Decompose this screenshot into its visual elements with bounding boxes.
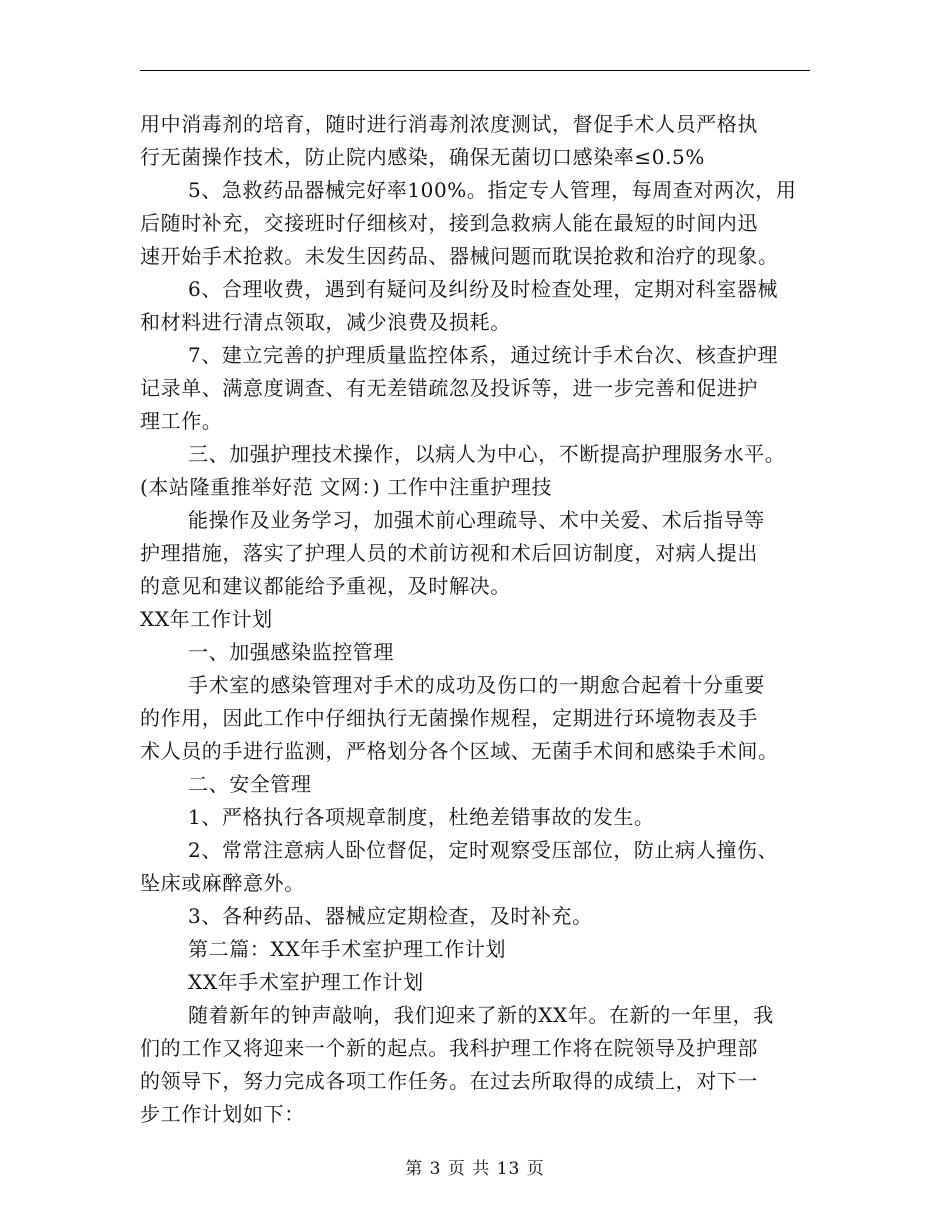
- body-line: 术人员的手进行监测，严格划分各个区域、无菌手术间和感染手术间。: [140, 739, 779, 763]
- header-rule: [140, 70, 810, 71]
- body-line: 1、严格执行各项规章制度，杜绝差错事故的发生。: [188, 805, 655, 829]
- subsection-heading: 二、安全管理: [188, 772, 312, 796]
- body-line: 行无菌操作技术，防止院内感染，确保无菌切口感染率≤0.5%: [140, 145, 705, 169]
- body-line: 能操作及业务学习，加强术前心理疏导、术中关爱、术后指导等: [188, 508, 765, 532]
- body-line: (本站隆重推举好范 文网：) 工作中注重护理技: [140, 475, 553, 499]
- body-line: 坠床或麻醉意外。: [140, 871, 305, 895]
- body-line: 手术室的感染管理对手术的成功及伤口的一期愈合起着十分重要: [188, 673, 765, 697]
- body-line: 用中消毒剂的培育，随时进行消毒剂浓度测试，督促手术人员严格执: [140, 112, 758, 136]
- body-line: 随着新年的钟声敲响，我们迎来了新的XX年。在新的一年里，我: [188, 1003, 774, 1027]
- body-line: 记录单、满意度调查、有无差错疏忽及投诉等，进一步完善和促进护: [140, 376, 758, 400]
- body-line: 和材料进行清点领取，减少浪费及损耗。: [140, 310, 511, 334]
- body-line: 步工作计划如下：: [140, 1102, 305, 1126]
- body-line: 5、急救药品器械完好率100%。指定专人管理，每周查对两次，用: [188, 178, 797, 202]
- page-number-footer: 第 3 页 共 13 页: [405, 1159, 545, 1179]
- body-line: 的领导下，努力完成各项工作任务。在过去所取得的成绩上，对下一: [140, 1069, 758, 1093]
- body-line: 3、各种药品、器械应定期检查，及时补充。: [188, 904, 593, 928]
- chapter-heading: 第二篇：XX年手术室护理工作计划: [188, 937, 507, 961]
- body-line: 护理措施，落实了护理人员的术前访视和术后回访制度，对病人提出: [140, 541, 758, 565]
- body-line: 速开始手术抢救。未发生因药品、器械问题而耽误抢救和治疗的现象。: [140, 244, 779, 268]
- body-line: 7、建立完善的护理质量监控体系，通过统计手术台次、核查护理: [188, 343, 779, 367]
- body-line: 理工作。: [140, 409, 223, 433]
- body-line: 2、常常注意病人卧位督促，定时观察受压部位，防止病人撞伤、: [188, 838, 779, 862]
- body-line: 们的工作又将迎来一个新的起点。我科护理工作将在院领导及护理部: [140, 1036, 758, 1060]
- subsection-heading: 一、加强感染监控管理: [188, 640, 394, 664]
- body-line: 的意见和建议都能给予重视，及时解决。: [140, 574, 511, 598]
- section-heading: XX年工作计划: [140, 607, 273, 631]
- body-line: 的作用，因此工作中仔细执行无菌操作规程，定期进行环境物表及手: [140, 706, 758, 730]
- body-line: 6、合理收费，遇到有疑问及纠纷及时检查处理，定期对科室器械: [188, 277, 779, 301]
- body-line: 三、加强护理技术操作，以病人为中心，不断提高护理服务水平。: [188, 442, 786, 466]
- body-line: 后随时补充，交接班时仔细核对，接到急救病人能在最短的时间内迅: [140, 211, 758, 235]
- chapter-title: XX年手术室护理工作计划: [188, 970, 424, 994]
